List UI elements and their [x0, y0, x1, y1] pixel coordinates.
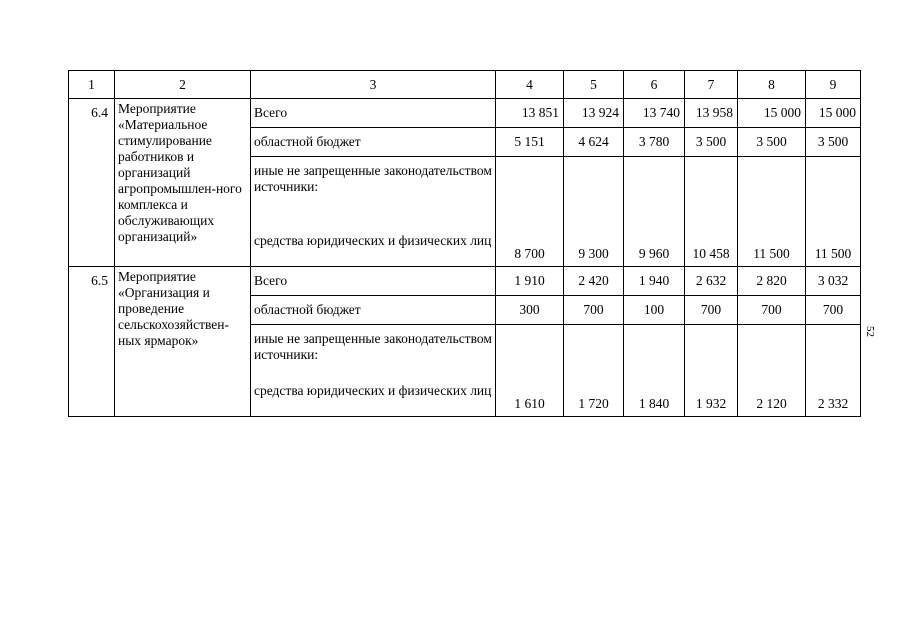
value-cell: 700	[806, 296, 861, 325]
item-number: 6.4	[69, 99, 115, 267]
value-cell: 4 624	[564, 128, 624, 157]
source-cell	[251, 325, 496, 417]
page-number: 52	[864, 326, 876, 337]
other-sources-label: иные не запрещенные законодательством источники:	[254, 163, 492, 194]
value-cell: 11 500	[738, 157, 806, 267]
header-cell: 8	[738, 71, 806, 99]
header-row	[69, 71, 861, 99]
value-cell: 2 332	[806, 325, 861, 417]
value-cell: 13 740	[624, 99, 685, 128]
row-label: Всего	[251, 99, 496, 128]
value-cell: 1 932	[685, 325, 738, 417]
value-cell: 2 820	[738, 267, 806, 296]
legal-entities-label: средства юридических и физических лиц	[254, 233, 492, 248]
header-cell: 9	[806, 71, 861, 99]
value-cell: 3 500	[685, 128, 738, 157]
value-cell: 2 632	[685, 267, 738, 296]
value-cell: 2 420	[564, 267, 624, 296]
header-cell: 3	[251, 71, 496, 99]
item-name: Мероприятие «Материальное стимулирование работников и организаций агропромышлен-ного комплекса и обслуживающих организаций»	[115, 99, 251, 267]
value-cell: 9 300	[564, 157, 624, 267]
value-cell: 13 958	[685, 99, 738, 128]
value-cell: 100	[624, 296, 685, 325]
value-cell: 700	[685, 296, 738, 325]
value-cell: 3 032	[806, 267, 861, 296]
value-cell: 1 720	[564, 325, 624, 417]
value-cell: 3 780	[624, 128, 685, 157]
header-cell: 2	[115, 71, 251, 99]
item-6-4-total-row	[69, 99, 861, 128]
value-cell: 700	[564, 296, 624, 325]
value-cell: 15 000	[806, 99, 861, 128]
item-number: 6.5	[69, 267, 115, 417]
row-label: областной бюджет	[251, 128, 496, 157]
value-cell: 10 458	[685, 157, 738, 267]
value-cell: 3 500	[806, 128, 861, 157]
header-cell: 6	[624, 71, 685, 99]
header-cell: 1	[69, 71, 115, 99]
value-cell: 300	[496, 296, 564, 325]
other-sources-label: иные не запрещенные законодательством источники:	[254, 331, 492, 362]
value-cell: 1 910	[496, 267, 564, 296]
value-cell: 5 151	[496, 128, 564, 157]
value-cell: 9 960	[624, 157, 685, 267]
item-name: Мероприятие «Организация и проведение сельскохозяйствен-ных ярмарок»	[115, 267, 251, 417]
value-cell: 2 120	[738, 325, 806, 417]
value-cell: 3 500	[738, 128, 806, 157]
value-cell: 13 851	[496, 99, 564, 128]
value-cell: 15 000	[738, 99, 806, 128]
value-cell: 1 840	[624, 325, 685, 417]
row-label: Всего	[251, 267, 496, 296]
header-cell: 5	[564, 71, 624, 99]
row-label: областной бюджет	[251, 296, 496, 325]
legal-entities-label: средства юридических и физических лиц	[254, 383, 492, 398]
source-cell	[251, 157, 496, 267]
budget-table	[68, 70, 861, 417]
value-cell: 1 610	[496, 325, 564, 417]
header-cell: 7	[685, 71, 738, 99]
value-cell: 11 500	[806, 157, 861, 267]
value-cell: 8 700	[496, 157, 564, 267]
header-cell: 4	[496, 71, 564, 99]
value-cell: 13 924	[564, 99, 624, 128]
value-cell: 1 940	[624, 267, 685, 296]
value-cell: 700	[738, 296, 806, 325]
item-6-5-total-row	[69, 267, 861, 296]
